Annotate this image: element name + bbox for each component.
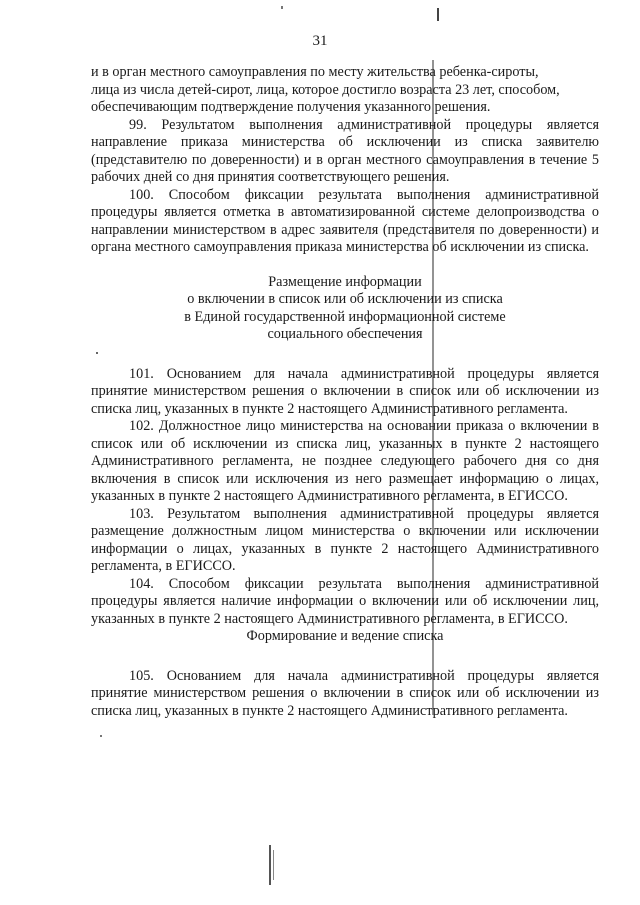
section-heading-line: в Единой государственной информационной системе xyxy=(184,308,506,325)
section-heading: Формирование и ведение списка xyxy=(246,628,444,644)
paragraph-101: 101. Основанием для начала административной процедуры является принятие министерством решения о включении в список или об исключении из списка лиц, указанных в пункте 2 настоящего Административного регламента. xyxy=(91,365,599,417)
scan-artifact-bottom xyxy=(269,845,271,885)
scan-artifact-dot xyxy=(281,6,283,9)
page-number: 31 xyxy=(312,33,328,49)
section-heading-line: Размещение информации xyxy=(268,273,422,290)
scan-artifact-bottom-2 xyxy=(273,850,274,880)
section-heading-line: о включении в список или об исключении из списка xyxy=(187,291,503,307)
scan-artifact-top xyxy=(437,8,439,21)
paragraph-104: 104. Способом фиксации результата выполнения административной процедуры является наличие информации о включении или об исключении лиц, указанных в пункте 2 настоящего Административного регламента, в ЕГИССО. xyxy=(91,575,599,627)
paragraph-102: 102. Должностное лицо министерства на основании приказа о включении в список или об исключении из списка лиц, указанных в пункте 2 настоящего Административного регламента, не позднее следующего рабочего дня со дня включения в список или исключения из него размещает информацию о лицах, указанных в пункте 2 настоящего Административного регламента, в ЕГИССО. xyxy=(91,418,599,504)
document-body xyxy=(91,64,599,720)
paragraph-100: 100. Способом фиксации результата выполнения административной процедуры является отметка в автоматизированной системе делопроизводства о направлении министерством в адрес заявителя (представителя по доверенности) и органа местного самоуправления приказа министерства об исключении из списка. xyxy=(91,186,599,255)
scan-speck xyxy=(100,735,102,737)
section-heading-line: социального обеспечения xyxy=(267,326,423,342)
intro-line: и в орган местного самоуправления по месту жительства ребенка-сироты, xyxy=(91,64,539,80)
paragraph-105: 105. Основанием для начала административной процедуры является принятие министерством решения о включении в список или об исключении из списка лиц, указанных в пункте 2 настоящего Административного регламента. xyxy=(91,667,599,719)
paragraph-99: 99. Результатом выполнения административной процедуры является направление приказа министерства об исключении из списка заявителю (представителю по доверенности) и в орган местного самоуправления в течение 5 рабочих дней со дня принятия соответствующего решения. xyxy=(91,116,599,185)
intro-line: лица из числа детей-сирот, лица, которое достигло возраста 23 лет, способом, xyxy=(91,81,560,98)
paragraph-103: 103. Результатом выполнения административной процедуры является размещение должностным лицом министерства о включении или исключении информации о лицах, указанных в пункте 2 настоящего Административного регламента, в ЕГИССО. xyxy=(91,505,599,574)
intro-line: обеспечивающим подтверждение получения указанного решения. xyxy=(91,99,491,115)
